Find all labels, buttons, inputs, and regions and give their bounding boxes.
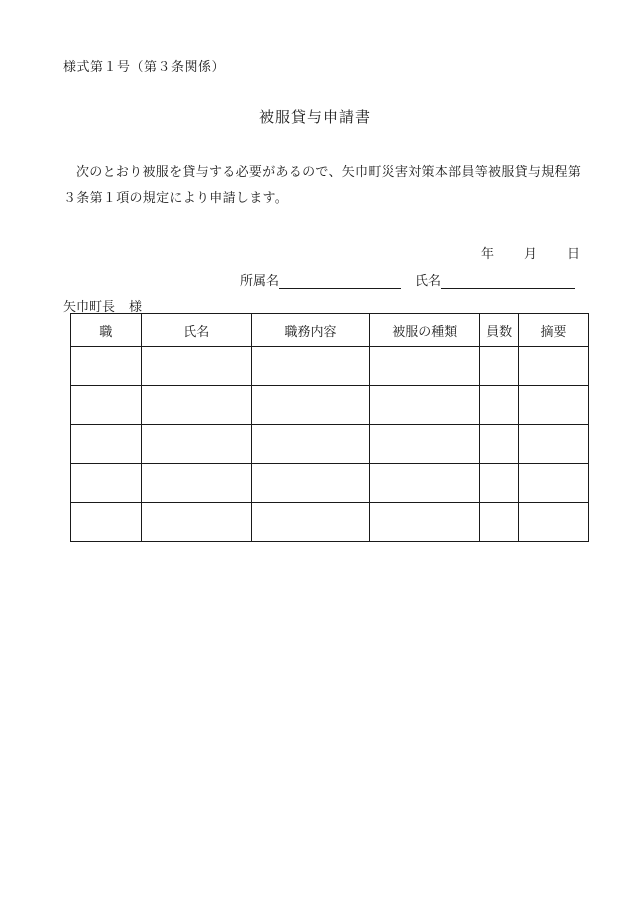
table-cell[interactable]	[141, 503, 251, 542]
year-label: 年	[480, 247, 494, 262]
table-cell[interactable]	[370, 386, 480, 425]
name-field[interactable]	[441, 273, 575, 289]
header-remarks: 摘要	[519, 314, 589, 347]
table-header-row	[71, 314, 589, 347]
affiliation-field[interactable]	[279, 273, 401, 289]
date-line	[481, 243, 580, 262]
month-label: 月	[523, 247, 537, 262]
header-duties: 職務内容	[251, 314, 370, 347]
clothing-loan-table	[70, 313, 589, 542]
table-cell[interactable]	[71, 503, 142, 542]
month-blank[interactable]	[494, 243, 524, 262]
table-cell[interactable]	[480, 503, 519, 542]
table-cell[interactable]	[141, 386, 251, 425]
table-row	[71, 386, 589, 425]
table-row	[71, 503, 589, 542]
table-cell[interactable]	[480, 464, 519, 503]
table-cell[interactable]	[519, 464, 589, 503]
table-cell[interactable]	[251, 386, 370, 425]
name-label: 氏名	[415, 274, 442, 289]
header-position: 職	[71, 314, 142, 347]
table-cell[interactable]	[519, 386, 589, 425]
table-cell[interactable]	[370, 464, 480, 503]
table-cell[interactable]	[141, 425, 251, 464]
table-cell[interactable]	[251, 503, 370, 542]
header-quantity: 員数	[480, 314, 519, 347]
table-cell[interactable]	[141, 464, 251, 503]
affiliation-label: 所属名	[240, 274, 280, 289]
table-cell[interactable]	[141, 347, 251, 386]
table-cell[interactable]	[519, 503, 589, 542]
table-cell[interactable]	[251, 347, 370, 386]
day-blank[interactable]	[537, 243, 567, 262]
applicant-line	[240, 270, 575, 289]
table-cell[interactable]	[519, 425, 589, 464]
table-cell[interactable]	[480, 347, 519, 386]
table-cell[interactable]	[480, 386, 519, 425]
addressee-name: 矢巾町長	[63, 300, 116, 315]
table-cell[interactable]	[370, 347, 480, 386]
table-cell[interactable]	[71, 425, 142, 464]
table-row	[71, 425, 589, 464]
table-cell[interactable]	[71, 464, 142, 503]
table-cell[interactable]	[370, 425, 480, 464]
addressee-honorific: 様	[129, 300, 143, 315]
table-row	[71, 347, 589, 386]
header-clothing-type: 被服の種類	[370, 314, 480, 347]
header-name: 氏名	[141, 314, 251, 347]
table-cell[interactable]	[370, 503, 480, 542]
table-cell[interactable]	[480, 425, 519, 464]
table-cell[interactable]	[251, 464, 370, 503]
table-cell[interactable]	[519, 347, 589, 386]
form-number: 様式第１号（第３条関係）	[63, 60, 226, 75]
table-row	[71, 464, 589, 503]
table-cell[interactable]	[71, 386, 142, 425]
document-title: 被服貸与申請書	[258, 108, 371, 126]
table-cell[interactable]	[251, 425, 370, 464]
request-statement: 次のとおり被服を貸与する必要があるので、矢巾町災害対策本部員等被服貸与規程第３条第１項の規定により申請します。	[63, 165, 582, 206]
table-cell[interactable]	[71, 347, 142, 386]
day-label: 日	[566, 247, 580, 262]
